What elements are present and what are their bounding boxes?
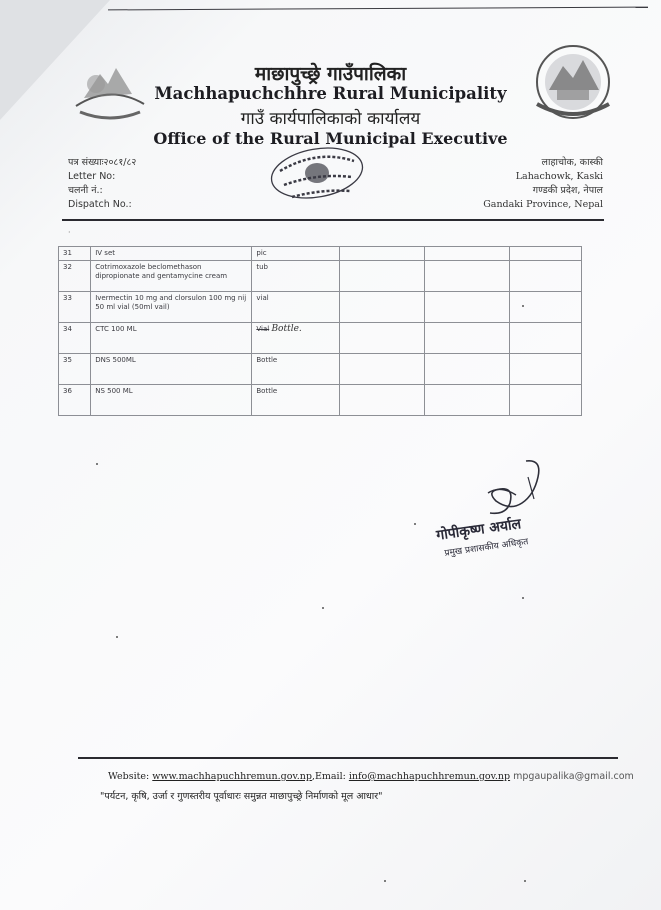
row-cell-empty	[424, 261, 509, 292]
row-unit: Bottle	[252, 354, 339, 385]
row-cell-empty	[339, 247, 424, 261]
email-label: ,Email:	[311, 771, 346, 782]
items-table	[58, 246, 582, 416]
row-description: CTC 100 ML	[91, 323, 252, 354]
footer-contact-line	[108, 771, 634, 782]
row-cell-empty	[510, 385, 582, 416]
row-unit: vial	[252, 292, 339, 323]
province-nepali: गण्डकी प्रदेश, नेपाल	[532, 185, 603, 196]
row-cell-empty	[424, 247, 509, 261]
row-description: DNS 500ML	[91, 354, 252, 385]
row-cell-empty	[339, 261, 424, 292]
letter-number-nepali: पत्र संख्याः२०८१/८२	[68, 157, 137, 168]
table-row	[59, 323, 582, 354]
row-cell-empty	[510, 323, 582, 354]
row-cell-empty	[510, 247, 582, 261]
row-serial: 32	[59, 261, 91, 292]
row-cell-empty	[339, 323, 424, 354]
email-alt-link[interactable]: mpgaupalika@gmail.com	[513, 771, 634, 782]
row-description: Ivermectin 10 mg and clorsulon 100 mg nij 50 ml vial (50ml vail)	[91, 292, 252, 323]
website-link[interactable]: www.machhapuchhremun.gov.np	[152, 771, 312, 782]
table-row	[59, 354, 582, 385]
row-serial: 34	[59, 323, 91, 354]
province-english: Gandaki Province, Nepal	[483, 199, 603, 210]
header-divider	[62, 219, 604, 221]
table-row	[59, 247, 582, 261]
scan-speck	[116, 636, 118, 638]
row-cell-empty	[510, 292, 582, 323]
row-serial: 36	[59, 385, 91, 416]
email-link[interactable]: info@machhapuchhremun.gov.np	[348, 771, 511, 782]
scan-speck	[384, 880, 386, 882]
municipality-name-nepali: माछापुच्छ्रे गाउँपालिका	[254, 63, 407, 85]
official-stamp	[262, 143, 372, 208]
row-cell-empty	[510, 354, 582, 385]
row-serial: 35	[59, 354, 91, 385]
letter-number-label: Letter No:	[68, 171, 116, 182]
footer-motto: "पर्यटन, कृषि, उर्जा र गुणस्तरीय पूर्वाधारः समुन्नत माछापुच्छ्रे निर्माणको मूल आधार"	[100, 791, 383, 802]
struck-unit: Vial	[256, 325, 270, 333]
row-cell-empty	[424, 385, 509, 416]
row-serial: 31	[59, 247, 91, 261]
row-serial: 33	[59, 292, 91, 323]
scan-speck	[414, 523, 416, 525]
scan-speck	[322, 607, 324, 609]
row-cell-empty	[424, 292, 509, 323]
row-description: Cotrimoxazole beclomethason dipropionate and gentamycine cream	[91, 261, 252, 292]
letter-meta-right	[483, 156, 603, 212]
row-unit: pic	[252, 247, 339, 261]
table-row	[59, 385, 582, 416]
row-cell-empty	[510, 261, 582, 292]
address-nepali: लाहाचोक, कास्की	[541, 157, 603, 168]
address-english: Lahachowk, Kaski	[515, 171, 603, 182]
row-unit-corrected	[252, 323, 339, 354]
row-cell-empty	[424, 354, 509, 385]
table-row	[59, 292, 582, 323]
handwritten-unit: Bottle.	[271, 324, 302, 334]
scan-mark: ·	[68, 228, 71, 237]
page-edge-line	[108, 7, 648, 11]
dispatch-number-nepali: चलनी नं.:	[68, 185, 103, 196]
scan-speck	[522, 597, 524, 599]
row-unit: Bottle	[252, 385, 339, 416]
row-description: IV set	[91, 247, 252, 261]
row-cell-empty	[339, 385, 424, 416]
dispatch-number-label: Dispatch No.:	[68, 199, 132, 210]
signatory-title: प्रमुख प्रशासकीय अधिकृत	[443, 537, 529, 559]
row-description: NS 500 ML	[91, 385, 252, 416]
row-cell-empty	[339, 354, 424, 385]
footer-divider	[78, 757, 618, 759]
website-label: Website:	[108, 771, 150, 782]
letter-meta-left	[68, 156, 136, 212]
row-unit: tub	[252, 261, 339, 292]
office-name-english: Office of the Rural Municipal Executive	[153, 129, 508, 148]
scan-speck	[96, 463, 98, 465]
signatory-name: गोपीकृष्ण अर्याल	[435, 516, 523, 544]
office-name-nepali: गाउँ कार्यपालिकाको कार्यालय	[240, 109, 421, 129]
municipality-name-english: Machhapuchchhre Rural Municipality	[154, 84, 507, 103]
scan-speck	[522, 305, 524, 307]
row-cell-empty	[339, 292, 424, 323]
row-cell-empty	[424, 323, 509, 354]
scan-speck	[524, 880, 526, 882]
table-row	[59, 261, 582, 292]
